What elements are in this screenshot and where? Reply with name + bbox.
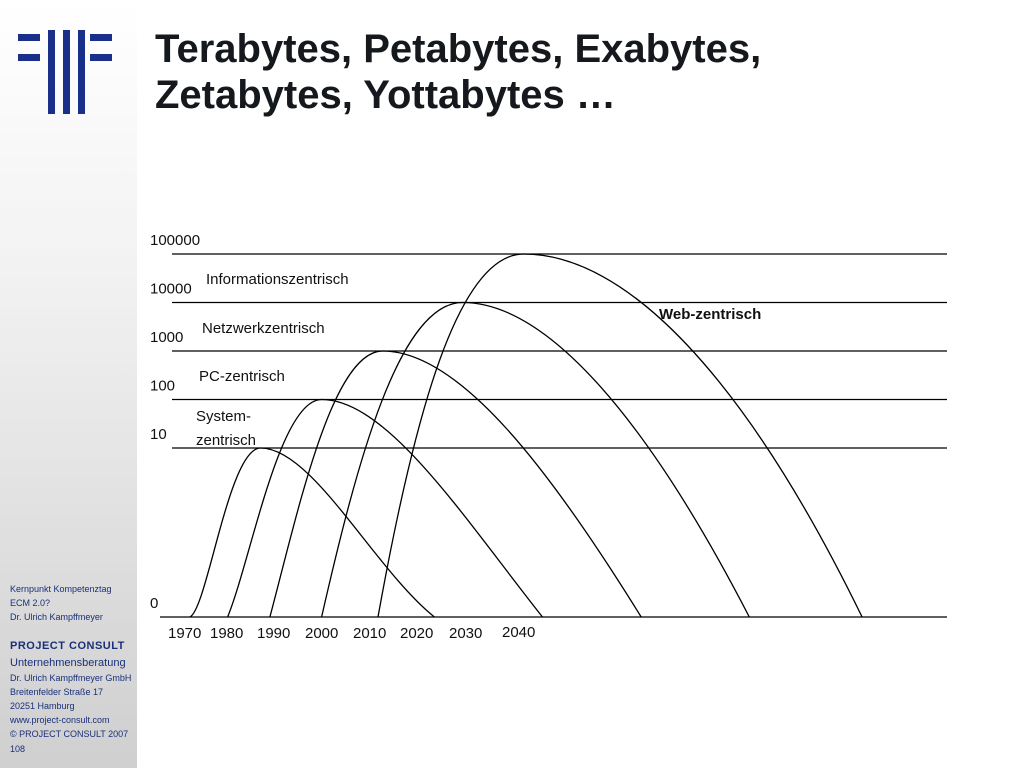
- address-line-1: Dr. Ulrich Kampffmeyer GmbH: [10, 673, 132, 683]
- company-name: PROJECT CONSULT: [10, 640, 125, 652]
- series-labels: [196, 271, 761, 449]
- label-system-zentrisch-1: System-: [196, 408, 252, 425]
- label-informationszentrisch: Informationszentrisch: [206, 271, 349, 288]
- curve-system-zentrisch: [190, 448, 434, 617]
- label-web-zentrisch: Web-zentrisch: [659, 306, 762, 323]
- company-subtitle: Unternehmensberatung: [10, 657, 126, 669]
- y-tick-10: 10: [150, 426, 167, 443]
- curve-web-zentrisch: [378, 254, 862, 617]
- address-line-2: Breitenfelder Straße 17: [10, 687, 104, 697]
- x-tick-1980: 1980: [210, 625, 244, 642]
- y-tick-100000: 100000: [150, 232, 201, 249]
- x-axis-ticks: [168, 624, 535, 642]
- x-tick-2020: 2020: [400, 625, 434, 642]
- x-tick-2010: 2010: [353, 625, 387, 642]
- x-tick-2030: 2030: [449, 625, 483, 642]
- y-axis-ticks: [150, 232, 200, 612]
- event-name: Kernpunkt Kompetenztag: [10, 584, 112, 594]
- address-line-3: 20251 Hamburg: [10, 701, 75, 711]
- curve-netzwerkzentrisch: [270, 351, 641, 617]
- label-system-zentrisch-2: zentrisch: [196, 432, 257, 449]
- y-tick-1000: 1000: [150, 329, 184, 346]
- page-number: 108: [10, 744, 26, 754]
- copyright: © PROJECT CONSULT 2007: [10, 729, 129, 739]
- title-line-2: Zetabytes, Yottabytes …: [155, 73, 616, 117]
- gridlines: [160, 254, 947, 617]
- y-tick-0: 0: [150, 595, 159, 612]
- x-tick-1970: 1970: [168, 625, 202, 642]
- label-netzwerkzentrisch: Netzwerkzentrisch: [202, 320, 325, 337]
- y-tick-100: 100: [150, 377, 176, 395]
- title-line-1: Terabytes, Petabytes, Exabytes,: [155, 27, 762, 71]
- label-pc-zentrisch: PC-zentrisch: [199, 368, 285, 385]
- x-tick-2040: 2040: [502, 624, 536, 641]
- event-subtitle: ECM 2.0?: [10, 598, 51, 608]
- speaker-name: Dr. Ulrich Kampffmeyer: [10, 612, 103, 622]
- curve-pc-zentrisch: [228, 400, 543, 618]
- curve-informationszentrisch: [322, 303, 750, 618]
- x-tick-2000: 2000: [305, 625, 339, 642]
- website-link[interactable]: www.project-consult.com: [10, 715, 110, 725]
- x-tick-1990: 1990: [257, 625, 291, 642]
- y-tick-10000: 10000: [150, 280, 192, 298]
- series-curves: [190, 254, 862, 617]
